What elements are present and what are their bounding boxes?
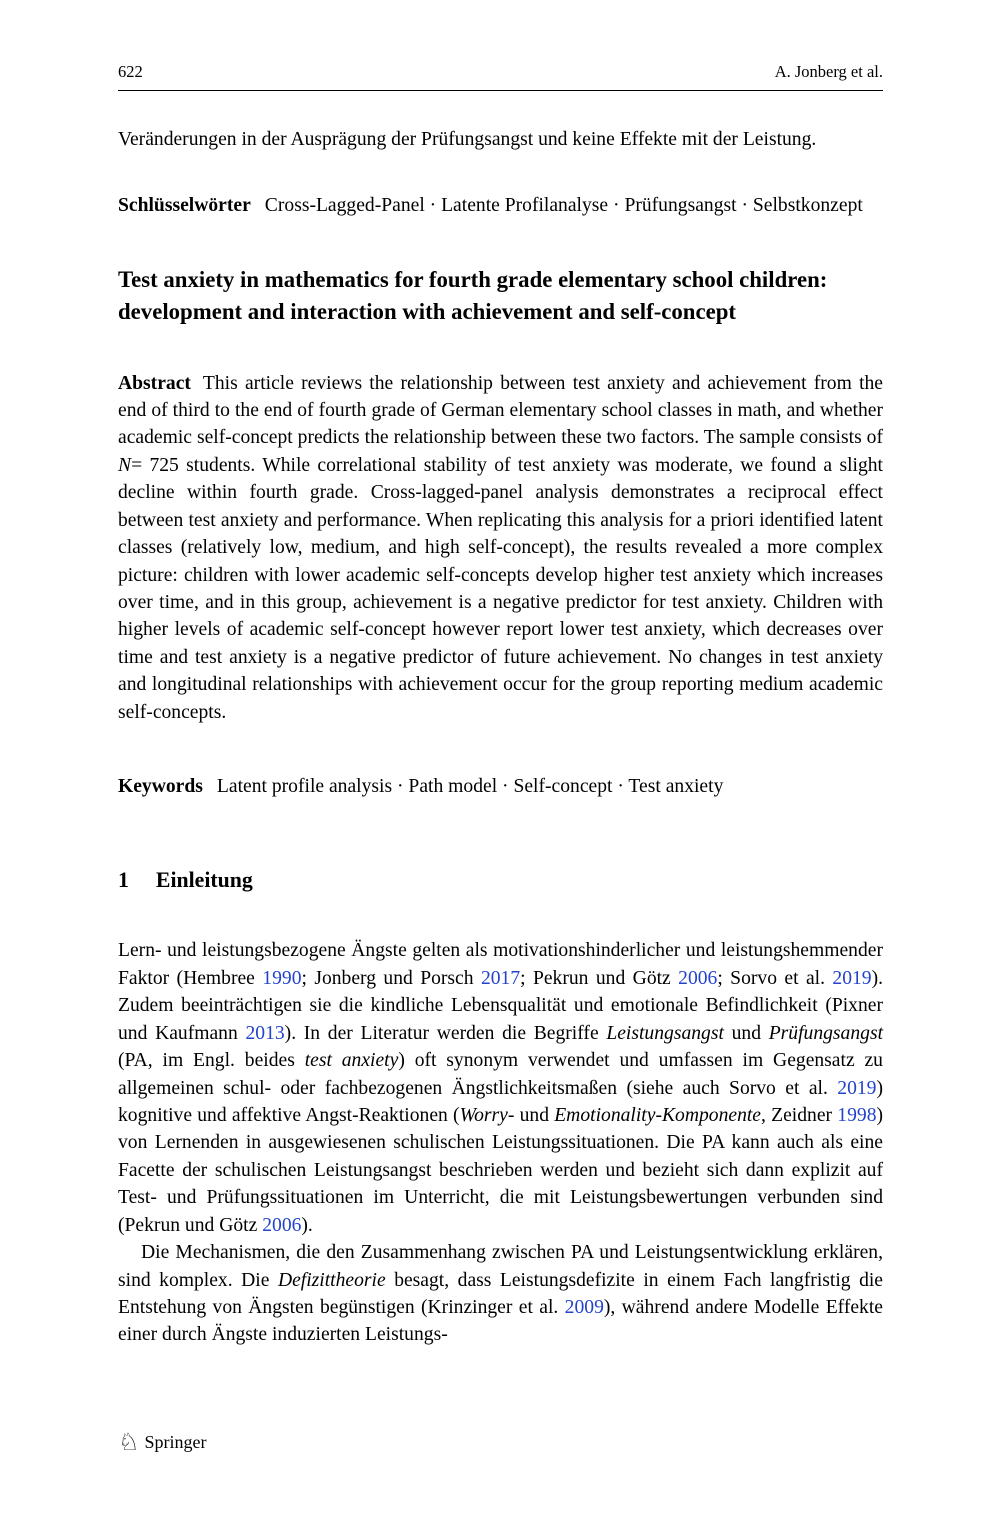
text-run: ). (301, 1214, 313, 1236)
publisher-footer (118, 1430, 207, 1454)
text-run: besagt, dass Leistungsdefizite in einem Fach langfristig die Entstehung von Ängsten begünstigen (Krinzinger et al. (118, 1269, 884, 1318)
text-run: ) von Lernenden in ausgewiesenen schulischen Leistungssituationen. Die PA kann auch als eine Facette der schulischen Leistungsangst beschrieben werden und bezieht sich dann explizit auf Test- und Prüfungssituationen im Unterricht, die mit Leistungsbewertungen verbunden sind (Pekrun und Götz (118, 1105, 884, 1236)
italic-text: Emotionality-Komponente (554, 1105, 762, 1126)
citation-link[interactable]: 2019 (832, 967, 872, 989)
keywords-line (118, 773, 883, 800)
article-title-english: Test anxiety in mathematics for fourth grade elementary school children: development and interaction with achievement and self-concept (118, 266, 828, 325)
text-run: ; Pekrun und Götz (520, 967, 679, 989)
text-run: (PA, im Engl. beides (118, 1050, 305, 1072)
italic-text: Prüfungsangst (768, 1022, 884, 1044)
schluesselwoerter-text: Cross-Lagged-Panel · Latente Profilanalyse · Prüfungsangst · Selbstkonzept (264, 195, 863, 217)
text-run: Die Mechanismen, die den Zusammenhang zwischen PA und Leistungsentwicklung erklären, sind komplex. Die (118, 1242, 883, 1291)
citation-link[interactable]: 1990 (262, 967, 302, 989)
italic-text: Defizittheorie (277, 1269, 386, 1291)
citation-link[interactable]: 2006 (678, 967, 718, 989)
section-title: Einleitung (155, 868, 253, 893)
german-abstract-tail: Veränderungen in der Ausprägung der Prüfungsangst und keine Effekte mit der Leistung. (118, 129, 817, 150)
text-run: und (514, 1105, 555, 1126)
abstract-body (118, 373, 883, 723)
text-run: This article reviews the relationship between test anxiety and achievement from the end of third to the end of fourth grade of German elementary school classes in math, and whether academic self-concept predicts the relationship between these two factors. The sample consists of (118, 372, 883, 449)
italic-text: N (118, 454, 132, 476)
citation-link[interactable]: 1998 (837, 1105, 877, 1126)
schluesselwoerter-line (118, 192, 883, 219)
keywords-text: Latent profile analysis · Path model · Self-concept · Test anxiety (216, 776, 724, 798)
citation-link[interactable]: 2017 (480, 967, 521, 989)
text-run: ). In der Literatur werden die Begriffe (284, 1022, 607, 1044)
citation-link[interactable]: 2009 (564, 1296, 604, 1318)
italic-text: Leistungsangst (606, 1022, 724, 1044)
page-number: 622 (118, 62, 143, 81)
text-run: ; Jonberg und Porsch (301, 967, 481, 989)
section-number: 1 (118, 868, 129, 893)
publisher-name: Springer (144, 1431, 207, 1452)
intro-paragraph-2 (118, 1239, 883, 1349)
section-heading-einleitung (118, 868, 883, 893)
abstract-paragraph (118, 370, 883, 726)
springer-logo-icon: ♘ (118, 1428, 140, 1456)
citation-link[interactable]: 2006 (262, 1214, 302, 1236)
schluesselwoerter-label: Schlüsselwörter (118, 195, 251, 217)
abstract-label: Abstract (118, 372, 191, 394)
text-run: = 725 students. While correlational stability of test anxiety was moderate, we found a slight decline within fourth grade. Cross-lagged-panel analysis demonstrates a reciprocal effect between test anxiety and performance. When replicating this analysis for a priori identified latent classes (relatively low, medium, and high self-concept), the results revealed a more complex picture: children with lower academic self-concepts develop higher test anxiety which increases over time, and in this group, achievement is a negative predictor for test anxiety. Children with higher levels of academic self-concept however report lower test anxiety, which decreases over time and test anxiety is a negative predictor of future achievement. No changes in test anxiety and longitudinal relationships with achievement occur for the group reporting medium academic self-concepts. (118, 454, 883, 723)
text-run: , Zeidner (761, 1105, 838, 1126)
italic-text: Worry- (459, 1105, 515, 1126)
italic-text: test anxiety (304, 1050, 399, 1072)
citation-link[interactable]: 2019 (837, 1077, 877, 1099)
text-run: ; Sorvo et al. (717, 967, 833, 989)
text-run: und (723, 1022, 769, 1044)
page-header (118, 62, 883, 91)
text-run: ). Zudem beeinträchtigen sie die kindliche Lebensqualität und emotionale Befindlichkeit (Pixner und Kaufmann (118, 967, 884, 1044)
intro-paragraph-1 (118, 937, 883, 1239)
keywords-label: Keywords (118, 776, 203, 798)
text-run: Lern- und leistungsbezogene Ängste gelten als motivationshinderlicher und leistungshemmender Faktor (Hembree (118, 940, 883, 989)
text-run: ), während andere Modelle Effekte einer durch Ängste induzierten Leistungs- (118, 1296, 883, 1346)
text-run: ) oft synonym verwendet und umfassen im Gegensatz zu allgemeinen schul- oder fachbezogenen Ängstlichkeitsmaßen (siehe auch Sorvo et al. (118, 1050, 883, 1099)
running-head: A. Jonberg et al. (774, 62, 883, 81)
text-run: ) kognitive und affektive Angst-Reaktionen ( (118, 1077, 883, 1126)
citation-link[interactable]: 2013 (245, 1022, 285, 1044)
